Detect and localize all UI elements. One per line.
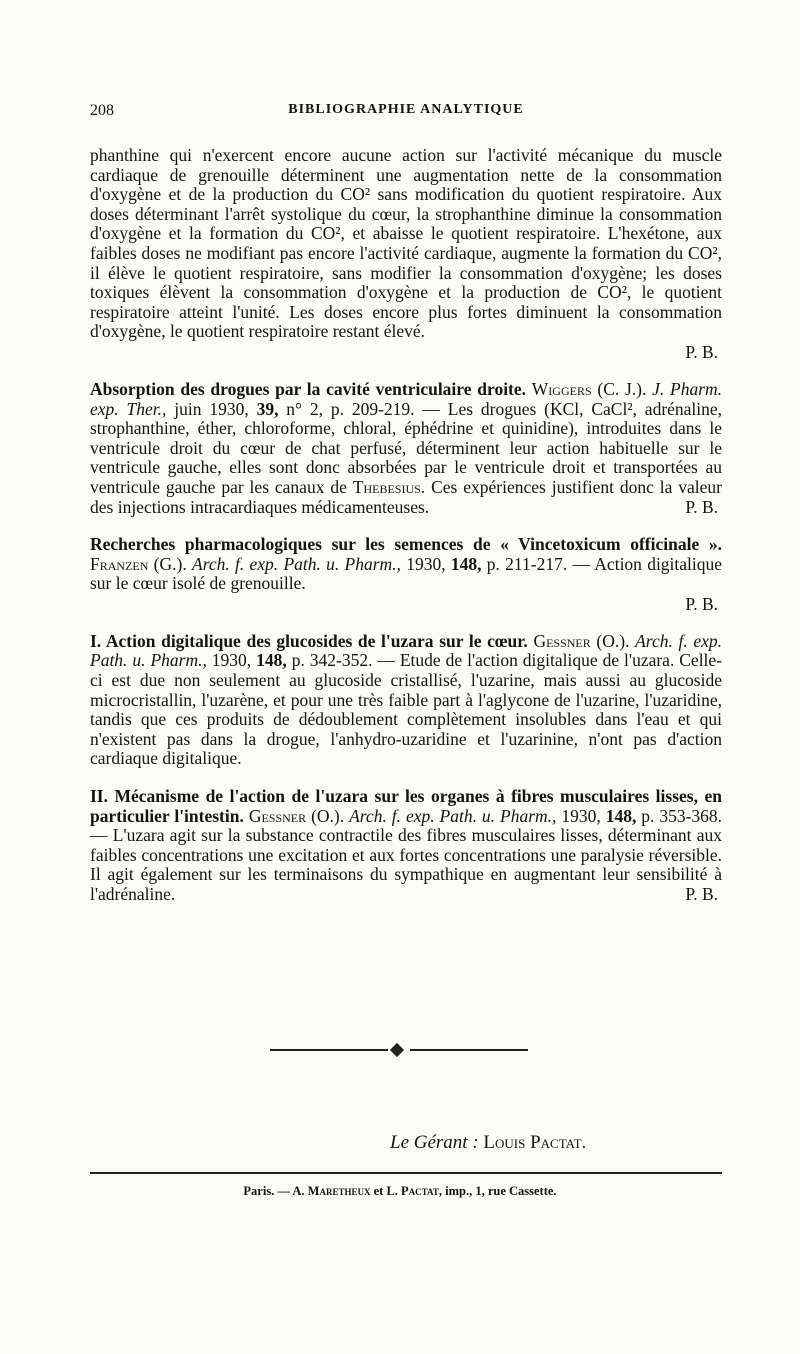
entry-author: Gessner (O.). [533, 630, 630, 651]
entry-pages: p. 353-368. — [90, 805, 723, 846]
running-head [90, 102, 722, 126]
entry-date: 1930, [211, 650, 252, 671]
entry-date: 1930, [406, 553, 446, 574]
bibliography-entry [90, 787, 722, 905]
entry-date: 1930, [561, 805, 601, 826]
entry-body-end: Ces expériences justifient donc la valeur des injections intracardiaques médicamenteuses. [90, 476, 723, 517]
imprint-city: Paris. — [243, 1184, 290, 1198]
bibliography-entry [90, 632, 722, 769]
entry-date: juin 1930, [174, 398, 249, 419]
entry-volume: 148, [605, 805, 637, 826]
printer-imprint [0, 1184, 800, 1199]
imprint-name-maretheux: Maretheux [307, 1184, 371, 1198]
running-title: BIBLIOGRAPHIE ANALYTIQUE [288, 102, 524, 117]
entry-journal: Arch. f. exp. Path. u. Pharm., [90, 630, 723, 671]
footer-rule [90, 1172, 722, 1174]
entry-volume: 39, [256, 398, 279, 419]
manager-signature [390, 1132, 586, 1154]
entry-volume: 148, [450, 553, 482, 574]
entry-signoff: P. B. [685, 496, 718, 517]
entry-body: L'uzara agit sur la substance contractile des fibres musculaires lisses, déterminant aux faibles concentrations une excitation et aux fortes concentrations une paralysie réversible. Il agit également sur les terminaisons du sympathique en augmentant leur sensibilité à l'adrénaline. [90, 825, 723, 904]
entry-volume: 148, [256, 650, 287, 671]
imprint-address: imp., 1, rue Cassette. [445, 1184, 557, 1198]
section-end-ornament [270, 1046, 528, 1054]
entry-journal: J. Pharm. exp. Ther., [90, 378, 723, 419]
entry-title: Recherches pharmacologiques sur les semences de « Vincetoxicum officinale ». [90, 534, 722, 555]
manager-name: Louis Pactat. [483, 1132, 587, 1153]
entry-title: Absorption des drogues par la cavité ventriculaire droite. [90, 378, 527, 399]
ornament-rule-right [410, 1049, 528, 1051]
imprint-et: et [373, 1184, 384, 1198]
imprint-initial-a: A. [292, 1184, 305, 1198]
page-body [90, 102, 722, 905]
entry-signoff: P. B. [685, 593, 718, 614]
entry-pages: p. 211-217. — [486, 553, 590, 574]
entry-body: Les drogues (KCl, CaCl², adrénaline, strophanthine, éther, chloroforme, chloral, éphédrine et quinidine), introduites dans le ventricule droit du cœur de chat perfusé, déterminent leur action habituelle sur le ventricule gauche, elles sont donc absorbées par le ventricule droit et transportées au ventricule gauche par les canaux de [90, 398, 723, 497]
intro-signoff: P. B. [685, 341, 718, 362]
entry-body: Etude de l'action digitalique de l'uzara. Celle-ci est due non seulement au glucoside cristallisé, l'uzarine, mais aussi au glucoside microcristallin, l'uzarène, et pour une très faible part à l'aglycone de l'uzarine, l'uzaridine, tandis que ces produits de dédoublement complètement insolubles dans l'eau et qui n'existent pas dans la drogue, l'anhydro-uzaridine et l'uzarinine, n'ont pas d'action cardiaque digitalique. [90, 650, 723, 769]
entry-author: Gessner (O.). [248, 805, 345, 826]
entry-author: Franzen (G.). [90, 553, 187, 574]
entry-body: Action digitalique sur le cœur isolé de grenouille. [90, 553, 723, 594]
entry-author: Wiggers (C. J.). [531, 378, 647, 399]
bibliography-entry [90, 380, 722, 517]
cited-author: Thebesius. [352, 476, 426, 497]
ornament-rule-left [270, 1049, 388, 1051]
entry-signoff: P. B. [685, 884, 718, 904]
page-number: 208 [90, 102, 114, 119]
entry-pages: n° 2, p. 209-219. — [286, 398, 440, 419]
entry-title: II. Mécanisme de l'action de l'uzara sur les organes à fibres musculaires lisses, en particulier l'intestin. [90, 786, 722, 826]
diamond-ornament-icon [390, 1043, 404, 1057]
manager-label: Le Gérant : [390, 1132, 479, 1153]
entry-title: I. Action digitalique des glucosides de l'uzara sur le cœur. [90, 630, 528, 651]
imprint-name-pactat: Pactat, [401, 1184, 442, 1198]
entry-journal: Arch. f. exp. Path. u. Pharm., [349, 805, 557, 826]
entry-journal: Arch. f. exp. Path. u. Pharm., [192, 553, 401, 574]
intro-paragraph: phanthine qui n'exercent encore aucune action sur l'activité mécanique du muscle cardiaque de grenouille déterminent une augmentation nette de la consommation d'oxygène et de la production du CO² sans modification du quotient respiratoire. Aux doses déterminant l'arrêt systolique du cœur, la strophanthine diminue la consommation d'oxygène et la formation du CO², et abaisse le quotient respiratoire. L'hexétone, aux faibles doses ne modifiant pas encore l'activité cardiaque, augmente la formation du CO², il élève le quotient respiratoire, sans modifier la consommation d'oxygène; les doses toxiques élèvent la consommation d'oxygène et la production de CO², le quotient respiratoire atteint l'unité. Les doses encore plus fortes diminuent la consommation d'oxygène, le quotient respiratoire restant élevé. [90, 145, 722, 342]
entry-pages: p. 342-352. — [291, 650, 395, 671]
imprint-initial-l: L. [386, 1184, 398, 1198]
bibliography-entry [90, 535, 722, 614]
